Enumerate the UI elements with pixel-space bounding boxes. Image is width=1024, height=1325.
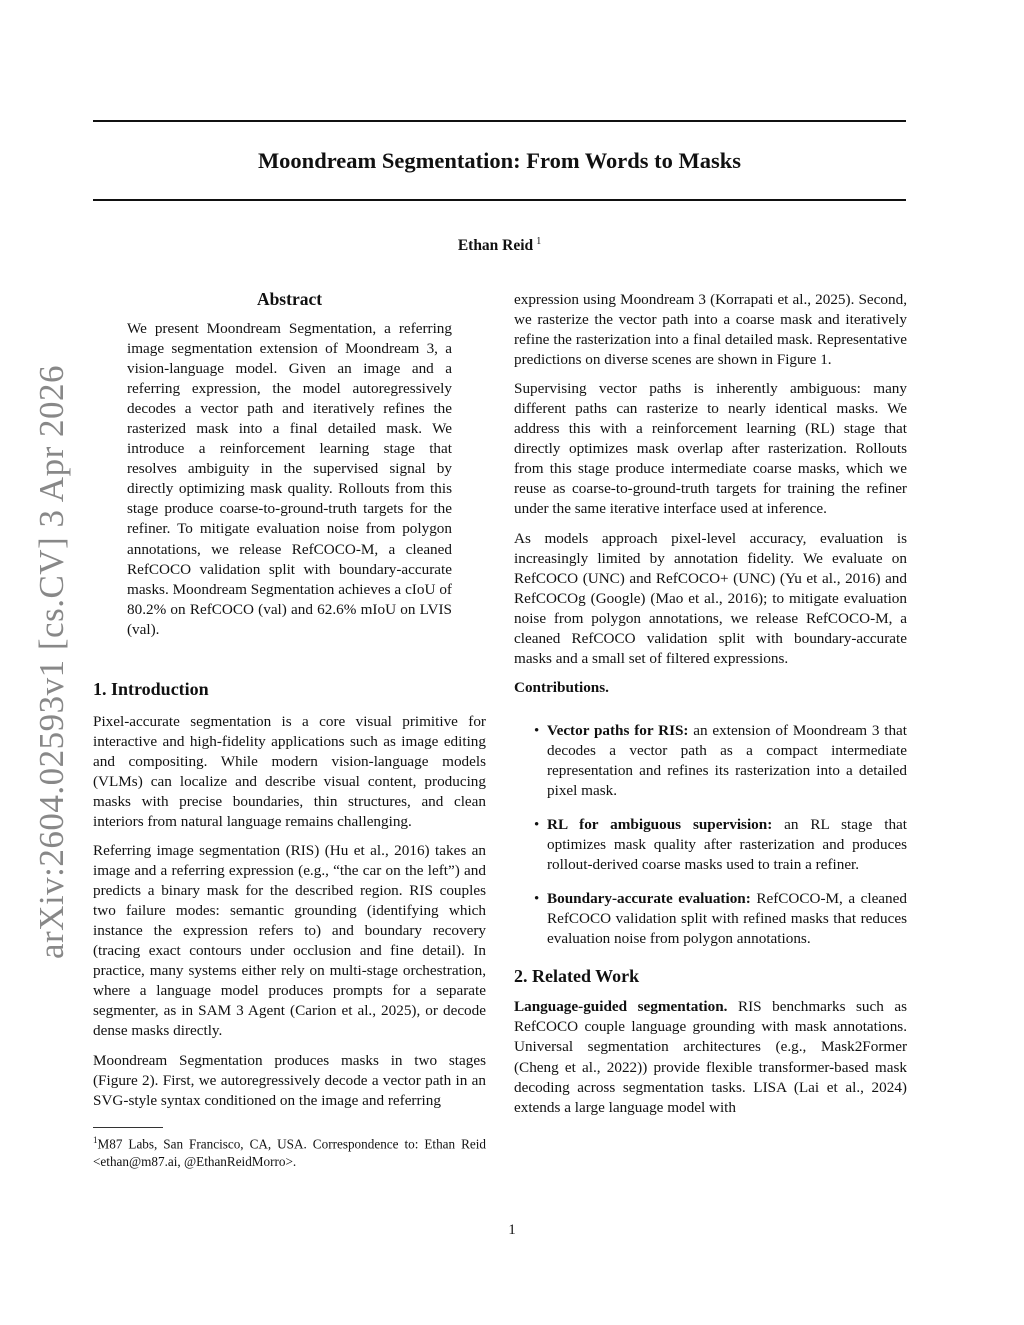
author-name: Ethan Reid [457,237,534,255]
body-paragraph: As models approach pixel-level accuracy, evaluation is increasingly limited by annotation fidelity. We evaluate on RefCOCO (UNC) and RefCOCO+ (UNC) (Yu et al., 2016) and RefCOCOg (Google) (Mao et al., 2016); to mitigate evaluation noise from polygon annotations, we release RefCOCO-M, a cleaned RefCOCO validation split with boundary-accurate masks and a small set of filtered expressions. [514,529,907,667]
body-paragraph: Supervising vector paths is inherently ambiguous: many different paths can rasterize to nearly identical masks. We address this with a reinforcement learning (RL) stage that directly optimizes mask overlap after rasterization. Rollouts from this stage produce intermediate coarse masks, which we reuse as coarse-to-ground-truth targets for training the refiner under the same iterative interface used at inference. [514,380,907,518]
intro-paragraph: Moondream Segmentation produces masks in two stages (Figure 2). First, we autoregressively decode a vector path in an SVG-style syntax conditioned on the image and referring [93,1051,486,1109]
left-column [93,286,486,1170]
related-work-heading: 2. Related Work [514,966,640,987]
footnote-mark: 1 [93,1134,98,1145]
paper-title: Moondream Segmentation: From Words to Masks [257,148,742,173]
contribution-lead: Boundary-accurate evaluation: [547,890,751,908]
contribution-lead: Vector paths for RIS: [547,721,689,739]
title-bottom-rule [93,199,906,201]
contributions-list [514,721,907,949]
intro-paragraph: Referring image segmentation (RIS) (Hu et al., 2016) takes an image and a referring expression (e.g., “the car on the left”) and predicts a binary mask for the described region. RIS couples two failure modes: semantic grounding (identifying which instance the expression refers to) and boundary recovery (tracing exact contours under occlusion and fine detail). In practice, many systems either rely on multi-stage orchestration, where a language model produces prompts for a separate segmenter, as in SAM 3 Agent (Carion et al., 2025), or decode dense masks directly. [93,842,486,1040]
body-paragraph: expression using Moondream 3 (Korrapati et al., 2025). Second, we rasterize the vector path into a coarse mask and iteratively refine the rasterization into a final detailed mask. Representative predictions on diverse scenes are shown in Figure 1. [514,291,907,369]
related-work-text: RIS benchmarks such as RefCOCO couple language grounding with mask annotations. Universal segmentation architectures (e.g., Mask2Former (Cheng et al., 2022)) provide flexible transformer-based mask decoding across segmentation tasks. LISA (Lai et al., 2024) extends a large language model with [514,998,907,1116]
author-affiliation-mark: 1 [536,236,542,247]
list-item [514,721,907,801]
contribution-lead: RL for ambiguous supervision: [547,816,773,834]
related-work-paragraph [514,997,907,1117]
page-number: 1 [508,1222,516,1238]
intro-paragraph: Pixel-accurate segmentation is a core visual primitive for interactive and high-fidelity applications such as image editing and compositing. While modern vision-language models (VLMs) can localize and describe visual content, producing masks with precise boundaries, thin structures, and clean interiors from natural language remains challenging. [93,712,486,830]
contribution-text: an RL stage that optimizes mask quality after rasterization and produces rollout-derived coarse masks used to train a refiner. [547,816,907,874]
contribution-text: an extension of Moondream 3 that decodes a vector path as a compact intermediate representation and refines its rasterization into a detailed pixel mask. [547,721,907,800]
footnote [93,1132,486,1170]
bullet-icon: • [534,891,540,908]
contribution-text: RefCOCO-M, a cleaned RefCOCO validation split with refined masks that reduces evaluation noise from polygon annotations. [547,890,907,948]
list-item [514,889,907,949]
bullet-icon: • [534,817,540,834]
arxiv-stamp: arXiv:2604.02593v1 [cs.CV] 3 Apr 2026 [32,364,71,960]
top-rule [93,120,906,122]
footnote-rule [93,1127,163,1128]
abstract-body [127,319,452,640]
list-item [514,815,907,875]
introduction-heading: 1. Introduction [93,678,209,699]
bullet-icon: • [534,722,540,739]
abstract-text: We present Moondream Segmentation, a referring image segmentation extension of Moondream 3, a vision-language model. Given an image and a referring expression, the model autoregressively decodes a vector path and iteratively refines the rasterized mask into a final detailed mask. We introduce a reinforcement learning stage that resolves ambiguity in the supervised signal by directly optimizing mask quality. Rollouts from this stage produce coarse-to-ground-truth targets for the refiner. To mitigate evaluation noise from polygon annotations, we release RefCOCO-M, a cleaned RefCOCO validation split with boundary-accurate masks. Moondream Segmentation achieves a cIoU of 80.2% on RefCOCO (val) and 62.6% mIoU on LVIS (val). [127,320,452,638]
footnote-text: M87 Labs, San Francisco, CA, USA. Correspondence to: Ethan Reid <ethan@m87.ai, @EthanReidMorro>. [93,1136,486,1169]
author-line [93,236,906,255]
right-column [514,290,907,1127]
abstract-heading: Abstract [256,289,323,309]
related-work-lead: Language-guided segmentation. [514,998,728,1016]
contributions-heading: Contributions. [514,678,609,696]
